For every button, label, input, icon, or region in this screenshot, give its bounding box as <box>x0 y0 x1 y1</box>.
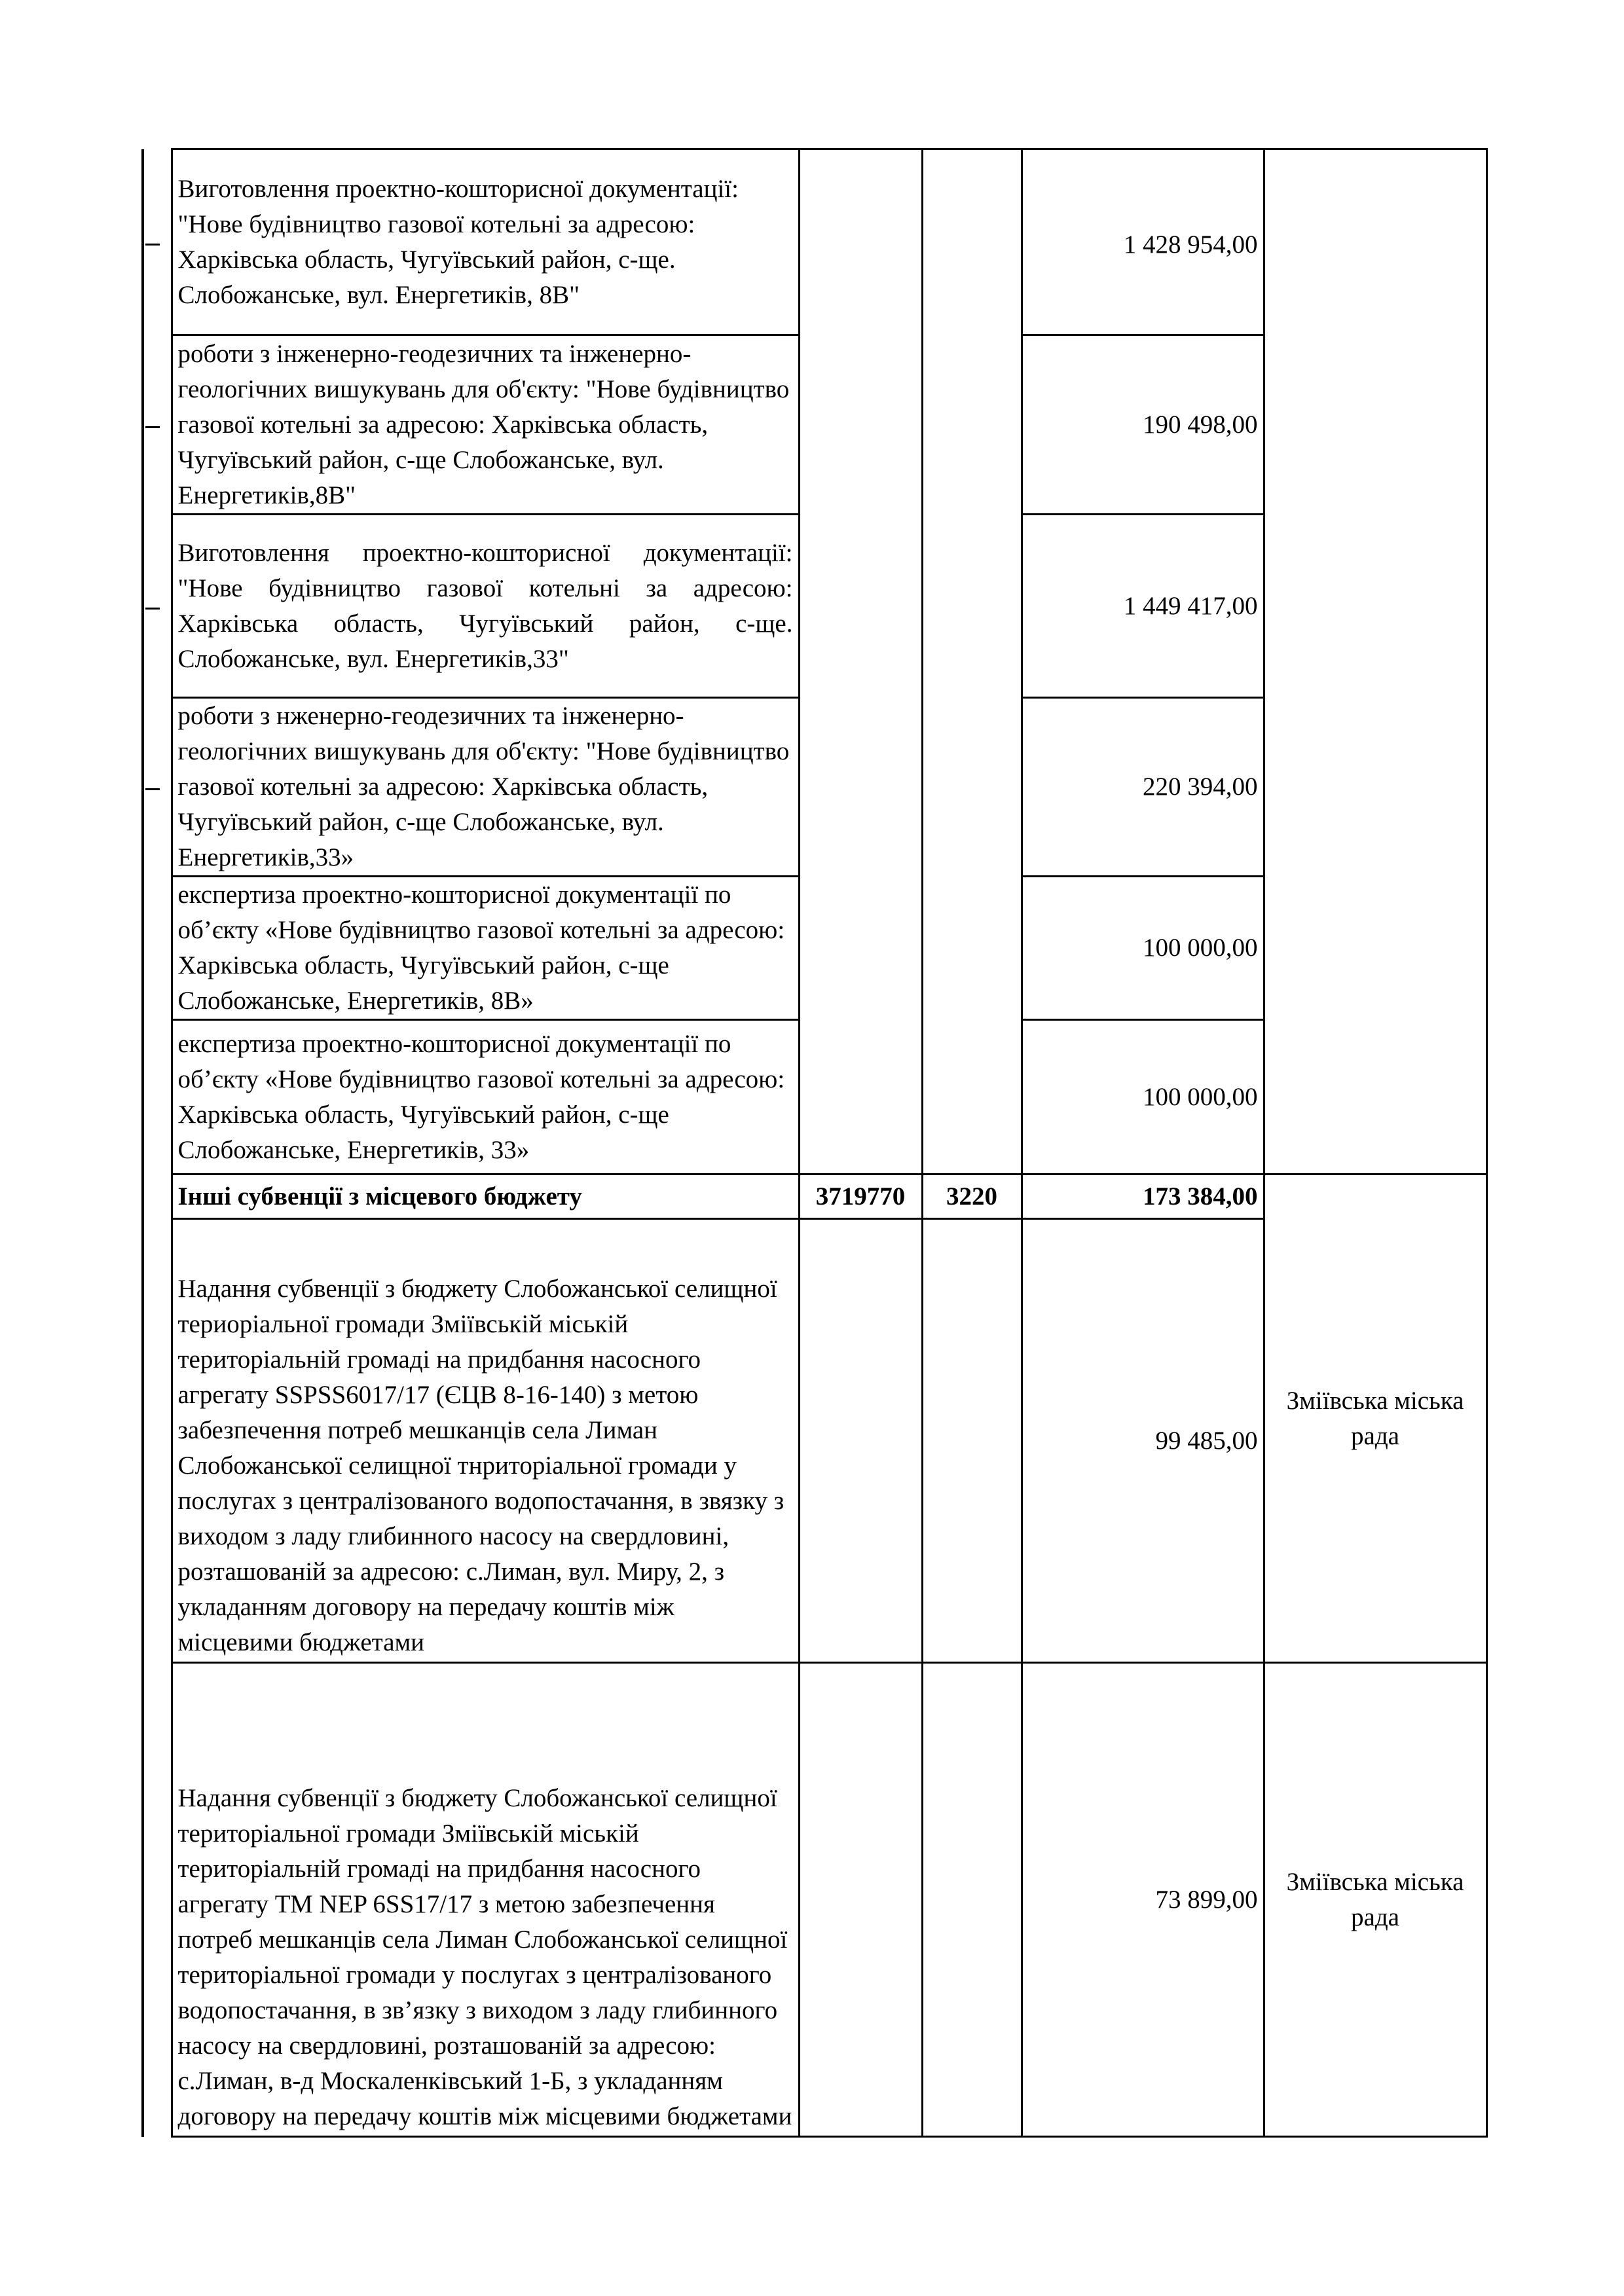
row-amount: 1 449 417,00 <box>1022 515 1264 698</box>
row-amount: 190 498,00 <box>1022 335 1264 515</box>
row-description: експертиза проектно-кошторисної документації по об’єкту «Нове будівництво газової котельні за адресою: Харківська область, Чугуївський район, с-ще Слобожанське, Енергетиків, 33» <box>172 1020 799 1175</box>
row-amount: 100 000,00 <box>1022 1020 1264 1175</box>
row-marker <box>143 698 172 877</box>
row-marker <box>143 1663 172 2137</box>
row-marker <box>143 1219 172 1663</box>
dash-marker-icon <box>145 426 160 428</box>
row-marker <box>143 1175 172 1219</box>
code2-cell-empty <box>922 1663 1022 2137</box>
subtotal-label: Інші субвенції з місцевого бюджету <box>172 1175 799 1219</box>
row-amount: 73 899,00 <box>1022 1663 1264 2137</box>
row-description: роботи з інженерно-геодезичних та інженерно-геологічних вишукувань для об'єкту: "Нове будівництво газової котельні за адресою: Харківська область, Чугуївський район, с-ще Слобожанське, вул. Енергетиків,8В" <box>172 335 799 515</box>
dash-marker-icon <box>145 608 160 610</box>
dash-marker-icon <box>145 788 160 790</box>
executor-cell <box>1264 1175 1486 1663</box>
executor-name: Зміївська міська рада <box>1286 1386 1464 1450</box>
table-row <box>143 149 1486 335</box>
row-amount: 220 394,00 <box>1022 698 1264 877</box>
code-cell-empty <box>799 1663 922 2137</box>
budget-table <box>141 148 1488 2138</box>
table-row <box>143 1663 1486 2137</box>
row-description: роботи з нженерно-геодезичних та інженерно-геологічних вишукувань для об'єкту: "Нове будівництво газової котельні за адресою: Харківська область, Чугуївський район, с-ще Слобожанське, вул. Енергетиків,33» <box>172 698 799 877</box>
code-cell-empty <box>799 1219 922 1663</box>
row-marker <box>143 1020 172 1175</box>
row-marker <box>143 515 172 698</box>
row-description: Виготовлення проектно-кошторисної документації: "Нове будівництво газової котельні за адресою: Харківська область, Чугуївський район, с-ще. Слобожанське, вул. Енергетиків,33" <box>172 515 799 698</box>
subtotal-amount: 173 384,00 <box>1022 1175 1264 1219</box>
code-cell-empty <box>799 149 922 1175</box>
program-code: 3719770 <box>799 1175 922 1219</box>
executor-cell <box>1264 1663 1486 2137</box>
code2-cell-empty <box>922 149 1022 1175</box>
row-amount: 99 485,00 <box>1022 1219 1264 1663</box>
code2-cell-empty <box>922 1219 1022 1663</box>
row-marker <box>143 877 172 1020</box>
row-marker <box>143 149 172 335</box>
row-amount: 1 428 954,00 <box>1022 149 1264 335</box>
executor-name: Зміївська міська рада <box>1286 1867 1464 1931</box>
row-description: Надання субвенції з бюджету Слобожанської селищної територіальної громади Зміївській міській територіальній громаді на придбання насосного агрегату ТМ NEP 6SS17/17 з метою забезпечення потреб мешканців села Лиман Слобожанської селищної територіальної громади у послугах з централізованого водопостачання, в зв’язку з виходом з ладу глибинного насосу на свердловині, розташованій за адресою: с.Лиман, в-д Москаленківський 1-Б, з укладанням договору на передачу коштів між місцевими бюджетами <box>172 1663 799 2137</box>
row-description: Виготовлення проектно-кошторисної документації: "Нове будівництво газової котельні за адресою: Харківська область, Чугуївський район, с-ще. Слобожанське, вул. Енергетиків, 8В" <box>172 149 799 335</box>
dash-marker-icon <box>145 244 160 246</box>
economic-code: 3220 <box>922 1175 1022 1219</box>
row-marker <box>143 335 172 515</box>
executor-cell-empty <box>1264 149 1486 1175</box>
row-description: експертиза проектно-кошторисної документації по об’єкту «Нове будівництво газової котельні за адресою: Харківська область, Чугуївський район, с-ще Слобожанське, Енергетиків, 8В» <box>172 877 799 1020</box>
subtotal-row <box>143 1175 1486 1219</box>
row-description: Надання субвенції з бюджету Слобожанської селищної териоріальної громади Зміївській міській територіальній громаді на придбання насосного агрегату SSPSS6017/17 (ЄЦВ 8-16-140) з метою забезпечення потреб мешканців села Лиман Слобожанської селищної тнриторіальної громади у послугах з централізованого водопостачання, в звязку з виходом з ладу глибинного насосу на свердловині, розташованій за адресою: с.Лиман, вул. Миру, 2, з укладанням договору на передачу коштів між місцевими бюджетами <box>172 1219 799 1663</box>
row-amount: 100 000,00 <box>1022 877 1264 1020</box>
